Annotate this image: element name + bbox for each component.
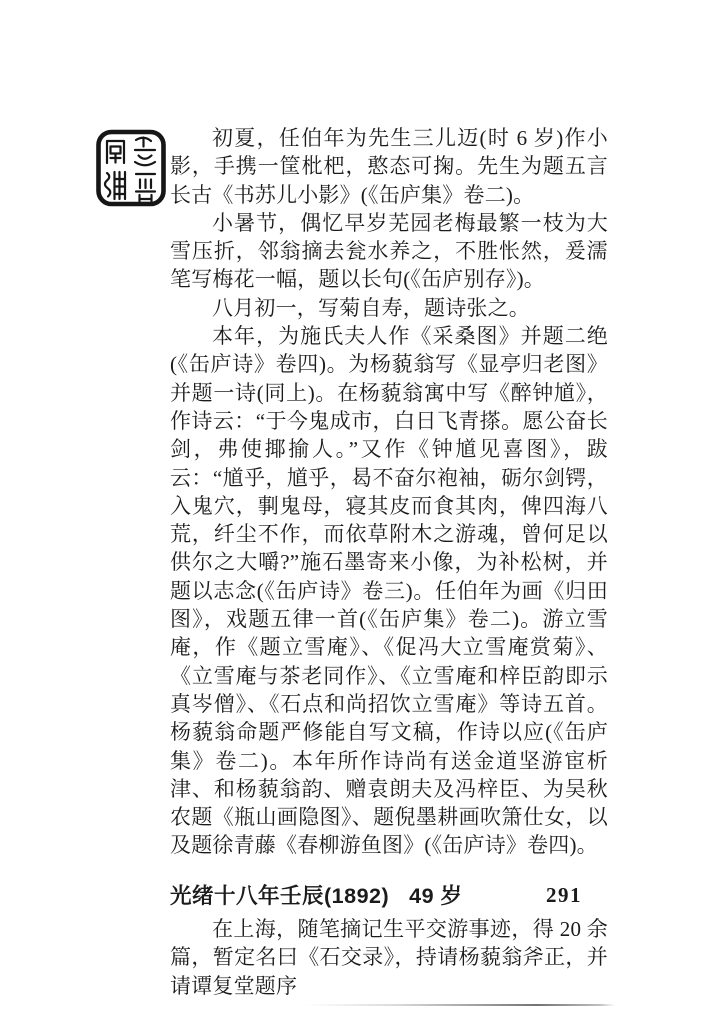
paragraph-bayue: 八月初一，写菊自寿，题诗张之。 [212,295,530,320]
text-block [170,124,608,1000]
section-heading [170,882,608,910]
paragraph-bennian: 本年，为施氏夫人作《采桑图》并题二绝(《缶庐诗》卷四)。为杨藐翁写《显亭归老图》并题一诗(同上)。在杨藐翁寓中写《醉钟馗》，作诗云：“于今鬼成市，白日飞青搽。愿公奋长剑，弗使揶揄人。”又作《钟馗见喜图》，跋云：“馗乎，馗乎，曷不奋尔袍袖，砺尔剑锷，入鬼穴，剚鬼母，寝其皮而食其肉，俾四海八荒，纤尘不作，而依草附木之游魂，曾何足以供尔之大嚼?”施石墨寄来小像，为补松树，并题以志念(《缶庐诗》卷三)。任伯年为画《归田图》，戏题五律一首(《缶庐集》卷二)。游立雪庵，作《题立雪庵》、《促冯大立雪庵赏菊》、《立雪庵与茶老同作》、《立雪庵和梓臣韵即示真岑僧》、《石点和尚招饮立雪庵》等诗五首。杨藐翁命题严修能自写文稿，作诗以应(《缶庐集》卷二)。本年所作诗尚有送金道坚游宦析津、和杨藐翁韵、赠袁朗夫及冯梓臣、为吴秋农题《瓶山画隐图》、题倪墨耕画吹箫仕女，以及题徐青藤《春柳游鱼图》(《缶庐诗》卷四)。 [170,324,608,858]
scan-artifact-line [305,1004,615,1006]
section-heading-year: 光绪十八年壬辰(1892) [170,883,390,908]
paragraph-xiaoying: 初夏，任伯年为先生三儿迈(时 6 岁)作小影，手携一筐枇杷，憨态可掬。先生为题五言长古《书苏儿小影》(《缶庐集》卷二)。 [170,126,608,207]
page-number: 291 [546,883,582,907]
seal-stamp-icon [95,128,167,208]
paragraph-xiaoshu: 小暑节，偶忆早岁芜园老梅最繁一枝为大雪压折，邻翁摘去瓮水养之，不胜怅然，爰濡笔写梅花一幅，题以长句(《缶庐别存》)。 [170,210,608,292]
section-heading-age: 49 岁 [409,883,463,908]
paragraph-zaishanghai: 在上海，随笔摘记生平交游事迹，得 20 余篇，暂定名曰《石交录》，持请杨藐翁斧正，并请谭复堂题序 [170,917,608,998]
